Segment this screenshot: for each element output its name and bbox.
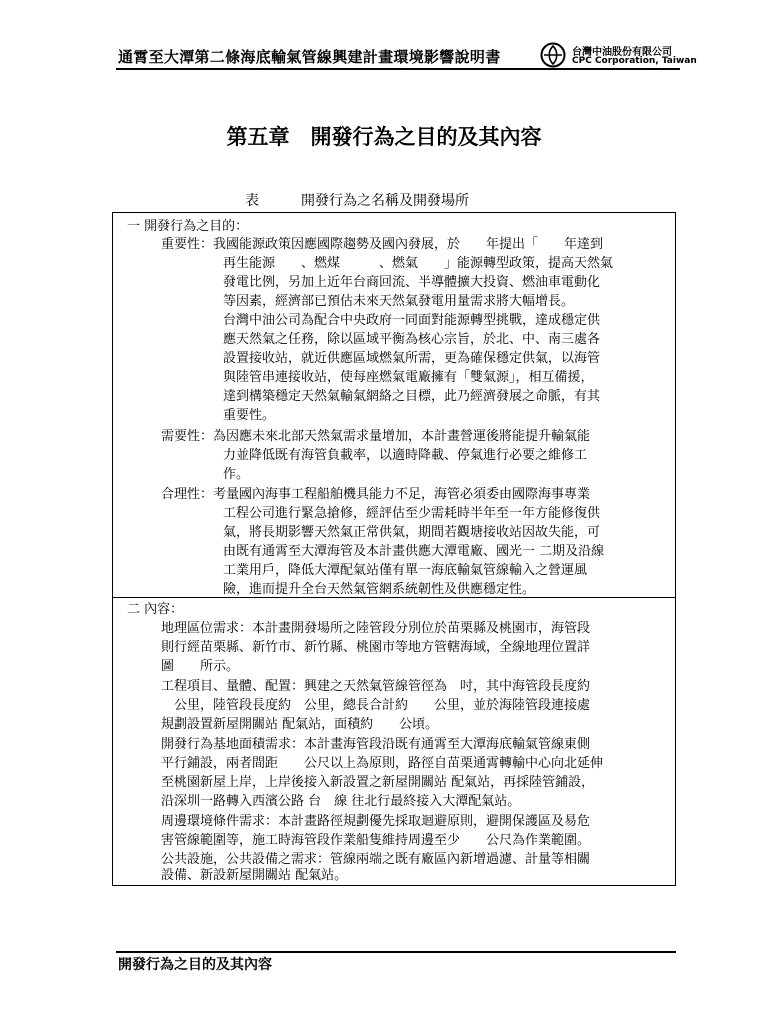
footer-rule [116, 951, 676, 953]
section-text-line: 台灣中油公司為配合中央政府一同面對能源轉型挑戰，達成穩定供 [223, 313, 601, 328]
section-text-line: 合理性：考量國內海事工程船舶機具能力不足，海管必須委由國際海事專業 [161, 487, 591, 502]
section-text-line: 沿深圳一路轉入西濱公路 台 線 往北行最終接入大潭配氣站。 [161, 794, 521, 809]
section-text-line: 需要性：為因應未來北部天然氣需求量增加，本計畫營運後將能提升輸氣能 [161, 429, 591, 444]
section-text-line: 再生能源 、燃煤 、燃氣 」能源轉型政策，提高天然氣 [223, 256, 614, 271]
section-text-line: 害管線範圍等，施工時海管段作業船隻維持周邊至少 公尺為作業範圍。 [161, 833, 591, 848]
section-text-line: 設備、新設新屋開關站 配氣站。 [161, 868, 348, 883]
section-text-line: 與陸管串連接收站，使每座燃氣電廠擁有「雙氣源」，相互備援， [223, 370, 594, 385]
section-text-line: 發電比例，另加上近年台商回流、半導體擴大投資、燃油車電動化 [223, 275, 601, 290]
company-logo [540, 42, 697, 70]
section-text-line: 至桃園新屋上岸，上岸後接入新設置之新屋開關站 配氣站，再採陸管鋪設， [161, 775, 595, 790]
section-text-line: 公里，陸管段長度約 公里，總長合計約 公里，並於海陸管段連接處 [161, 698, 591, 713]
section-text-line: 氣，將長期影響天然氣正常供氣，期間若觀塘接收站因故失能，可 [223, 525, 601, 540]
development-purpose-table [112, 212, 676, 886]
section-content-heading: 二 內容： [127, 602, 184, 617]
table-caption: 表 開發行為之名稱及開發場所 [245, 193, 469, 209]
document-header-title: 通霄至大潭第二條海底輸氣管線興建計畫環境影響說明書 [118, 48, 501, 66]
logo-chinese-name: 台灣中油股份有限公司 [572, 47, 672, 58]
cpc-logo-icon [540, 42, 566, 68]
section-text-line: 設置接收站，就近供應區域燃氣所需，更為確保穩定供氣，以海管 [223, 351, 601, 366]
page-footer: 開發行為之目的及其內容 [118, 957, 272, 973]
section-text-line: 圖 所示。 [161, 659, 240, 674]
chapter-title: 第五章 開發行為之目的及其內容 [226, 125, 542, 149]
section-text-line: 周邊環境條件需求：本計畫路徑規劃優先採取迴避原則，避開保護區及易危 [161, 814, 591, 829]
section-text-line: 作。 [223, 467, 250, 482]
section-text-line: 由既有通霄至大潭海管及本計畫供應大潭電廠、國光一 二期及沿線 [223, 544, 605, 559]
section-text-line: 工程公司進行緊急搶修，經評估至少需耗時半年至一年方能修復供 [223, 506, 601, 521]
section-text-line: 平行鋪設，兩者間距 公尺以上為原則，路徑自苗栗通霄轉輸中心向北延伸 [161, 756, 604, 771]
section-text-line: 等因素，經濟部已預估未來天然氣發電用量需求將大幅增長。 [223, 294, 575, 309]
section-text-line: 達到構築穩定天然氣輸氣網絡之目標，此乃經濟發展之命脈，有其 [223, 389, 601, 404]
section-text-line: 應天然氣之任務，除以區域平衡為核心宗旨，於北、中、南三處各 [223, 332, 601, 347]
section-text-line: 重要性：我國能源政策因應國際趨勢及國內發展，於 年提出「 年達到 [161, 237, 604, 252]
section-text-line: 工業用戶，降低大潭配氣站僅有單一海底輸氣管線輸入之營運風 [223, 563, 588, 578]
section-text-line: 地理區位需求：本計畫開發場所之陸管段分別位於苗栗縣及桃園市，海管段 [161, 621, 591, 636]
section-text-line: 險，進而提升全台天然氣管網系統韌性及供應穩定性。 [223, 582, 536, 597]
section-purpose-heading: 一 開發行為之目的： [127, 219, 249, 234]
section-text-line: 重要性。 [223, 408, 276, 423]
section-text-line: 工程項目、量體、配置：興建之天然氣管線管徑為 吋，其中海管段長度約 [161, 679, 591, 694]
section-divider [113, 597, 675, 598]
section-text-line: 則行經苗栗縣、新竹市、新竹縣、桃園市等地方管轄海域，全線地理位置詳 [161, 640, 591, 655]
section-text-line: 開發行為基地面積需求：本計畫海管段沿既有通霄至大潭海底輸氣管線東側 [161, 737, 591, 752]
header-rule [116, 68, 680, 70]
section-text-line: 規劃設置新屋開關站 配氣站，面積約 公頃。 [161, 717, 439, 732]
section-text-line: 力並降低既有海管負載率，以適時降載、停氣進行必要之維修工 [223, 448, 588, 463]
logo-english-name: CPC Corporation, Taiwan [572, 56, 697, 66]
section-text-line: 公共設施，公共設備之需求：管線兩端之既有廠區內新增過濾、計量等相關 [161, 852, 591, 867]
